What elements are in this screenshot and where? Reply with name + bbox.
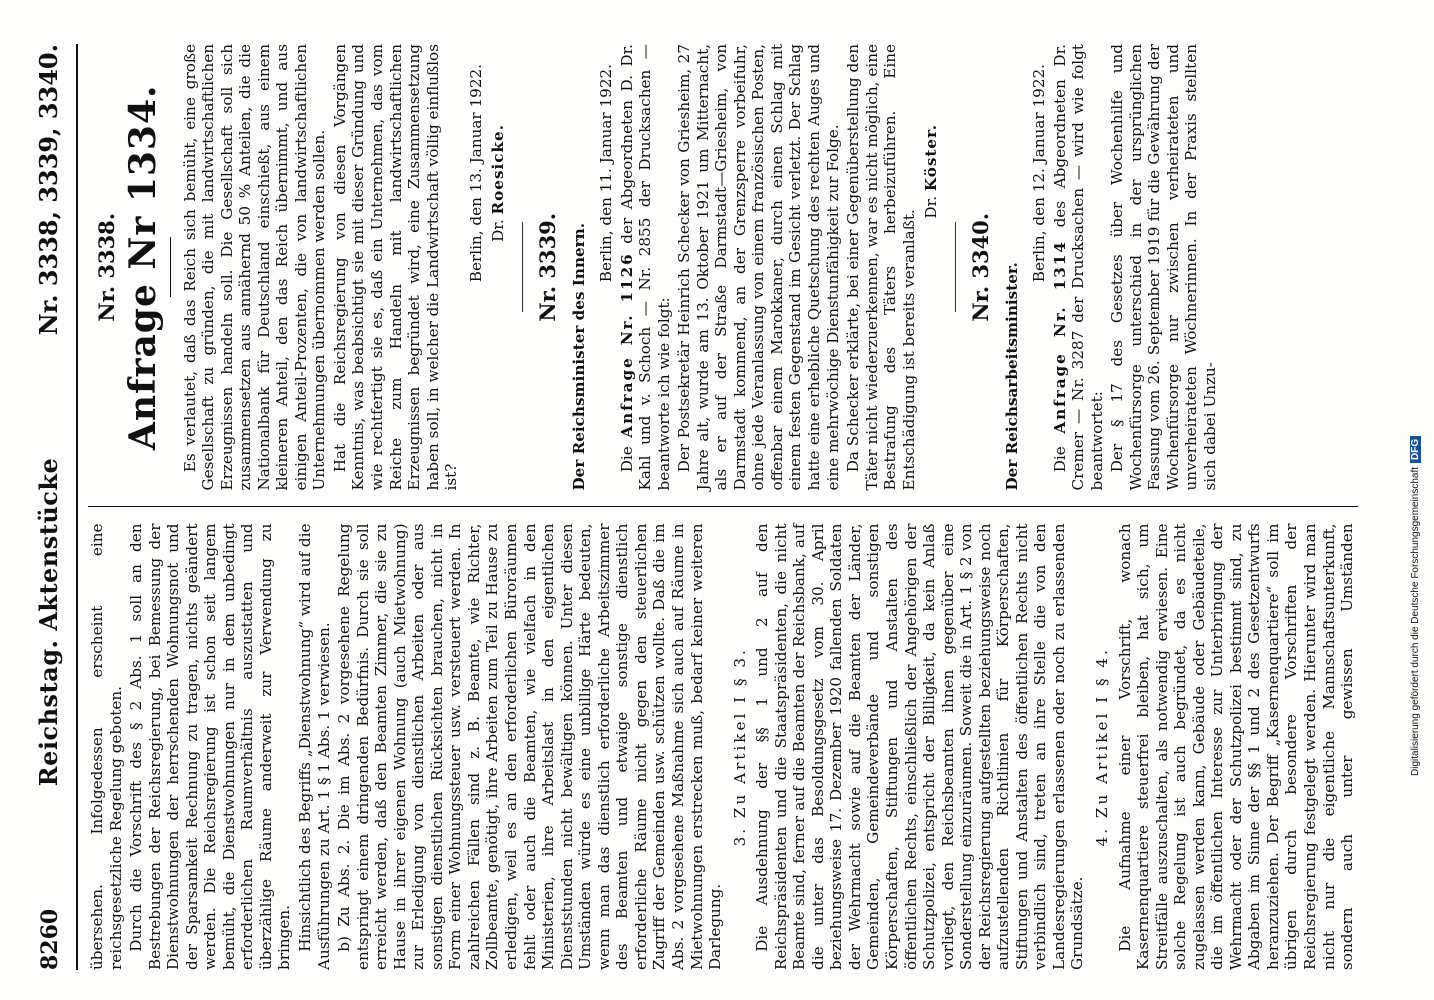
funding-note	[1404, 0, 1434, 1000]
paragraph: Da Schecker erklärte, bei einer Gegenüberstellung den Täter nicht wiederzuerkennen, war es nicht möglich, eine Bestrafung des Täters herbeizuführen. Eine Entschädigung ist bereits veranlaßt.	[844, 44, 918, 491]
anfrage-reference: Anfrage Nr. 1314	[1050, 240, 1069, 434]
paragraph: Der § 17 des Gesetzes über Wochenhilfe und Wochenfürsorge unterschied in der ursprünglichen Fassung vom 26. September 1919 für die Gewährung der Wochenfürsorge nur zwischen verheirateten und unverheirateten Wöchnerinnen. In der Praxis stellten sich dabei Unzu-	[1108, 44, 1219, 491]
paragraph	[618, 44, 674, 491]
paragraph: b) Zu Abs. 2. Die im Abs. 2 vorgesehene Regelung entspringt einem dringenden Bedürfnis. Durch sie soll erreicht werden, daß den Beamten Zimmer, die sie zu Hause in ihrer eigenen Wohnung (auch Mietwohnung) zur Erledigung von dienstlichen Arbeiten oder aus sonstigen dienstlichen Rücksichten brauchen, nicht in Form einer Wohnungssteuer usw. versteuert werden. In zahlreichen Fällen sind z. B. Beamte, wie Richter, Zollbeamte, genötigt, ihre Arbeiten zum Teil zu Hause zu erledigen, weil es an den erforderlichen Büroräumen fehlt oder auch die Beamten, wie vielfach in den Ministerien, ihre Arbeitslast in den eigentlichen Dienststunden nicht bewältigen können. Unter diesen Umständen würde es eine unbillige Härte bedeuten, wenn man das dienstlich erforderliche Arbeitszimmer des Beamten und etwaige sonstige dienstlich erforderliche Räume nicht gegen den steuerlichen Zugriff der Gemeinden usw. schützen wollte. Daß die im Abs. 2 vorgesehene Maßnahme sich auch auf Räume in Mietwohnungen erstrecken muß, bedarf keiner weiteren Darlegung.	[335, 523, 725, 970]
text-fragment: des Abgeordneten Dr. Cremer — Nr. 3287 der Drucksachen — wird wie folgt beantwortet:	[1050, 44, 1106, 491]
section-heading: 3. Zu Artikel I § 3.	[730, 647, 749, 847]
document-number: Nr. 3340.	[967, 212, 993, 322]
header-numbers: Nr. 3338, 3339, 3340.	[34, 44, 63, 336]
dfg-logo: DFG	[1410, 436, 1421, 463]
signature	[922, 44, 941, 491]
document-number: Nr. 3339.	[534, 212, 560, 322]
signature-name: Köster.	[922, 124, 941, 192]
anfrage-reference: Anfrage Nr. 1126	[617, 252, 636, 438]
document-number: Nr. 3338.	[94, 212, 119, 322]
signature	[489, 44, 508, 491]
signature-name: Roesicke.	[489, 124, 508, 215]
paragraph: Die Ausdehnung der §§ 1 und 2 auf den Reichspräsidenten und die Staatspräsidenten, die nicht Beamte sind, ferner auf die Beamten der Reichsbank, auf die unter das Besoldungsgesetz vom 30. April beziehungsweise 17. Dezember 1920 fallenden Soldaten der Wehrmacht sowie auf die Beamten der Länder, Gemeinden, Gemeindeverbände und sonstigen Körperschaften, Stiftungen und Anstalten des öffentlichen Rechts, einschließlich der Angehörigen der Schutzpolizei, entspricht der Billigkeit, da kein Anlaß vorliegt, den Reichsbeamten ihnen gegenüber eine Sonderstellung einzuräumen. Soweit die in Art. 1 § 2 von der Reichsregierung aufgestellten beziehungsweise noch aufzustellenden Richtlinien für Körperschaften, Stiftungen und Anstalten des öffentlichen Rechts nicht verbindlich sind, treten an ihre Stelle die von den Landesregierungen erlassenen oder noch zu erlassenden Grundsätze.	[753, 523, 1087, 970]
ministry-name: Der Reichsarbeitsminister.	[1003, 262, 1022, 491]
paragraph: Hinsichtlich des Begriffs „Dienstwohnung“ wird auf die Ausführungen zu Art. 1 § 1 Abs. 1 verwiesen.	[296, 523, 333, 970]
funding-text-line	[1410, 0, 1421, 776]
paragraph: Der Postsekretär Heinrich Schecker von Griesheim, 27 Jahre alt, wurde am 13. Oktober 1921 um Mitternacht, als er auf der Straße Darmstadt—Griesheim, von Darmstadt kommend, an der Grenzsperre vorbeifuhr, ohne jede Veranlassung von einem französischen Posten, offenbar einem Marokkaner, durch einen Schlag mit einem festen Gegenstand im Gesicht verletzt. Der Schlag hatte eine erhebliche Quetschung des rechten Auges und eine mehrwöchige Dienstunfähigkeit zur Folge.	[675, 44, 842, 491]
date-line: Berlin, den 12. Januar 1922.	[1029, 64, 1048, 283]
anfrage-title: Anfrage Nr 1334.	[121, 84, 164, 451]
funding-text: Digitalisierung gefördert durch die Deutsche Forschungsgemeinschaft	[1410, 466, 1421, 776]
ministry-name: Der Reichsminister des Innern.	[570, 223, 589, 491]
text-fragment: Die	[617, 446, 636, 473]
text-fragment: Die	[1050, 446, 1069, 473]
section-heading: 4. Zu Artikel I § 4.	[1092, 647, 1111, 847]
header-title: Reichstag. Aktenstücke	[34, 457, 63, 787]
signature-prefix: Dr.	[922, 195, 941, 219]
text-fragment: der Abgeordneten D. Dr. Kahl und v. Schoch — Nr. 2855 der Drucksachen — beantworte ich wie folgt:	[617, 44, 673, 491]
page-number: 8260	[37, 908, 63, 970]
divider	[170, 237, 171, 297]
date-line: Berlin, den 11. Januar 1922.	[596, 64, 615, 283]
left-column	[88, 508, 1358, 971]
paragraph: übersehen. Infolgedessen erscheint eine reichsgesetzliche Regelung geboten.	[88, 523, 125, 970]
divider	[522, 222, 523, 312]
page-header	[34, 44, 78, 970]
divider	[955, 222, 956, 312]
signature-prefix: Dr.	[489, 219, 508, 242]
paragraph: Durch die Vorschrift des § 2 Abs. 1 soll an den Bestrebungen der Reichsregierung, bei Bemessung der Dienstwohnungen der herrschenden Wohnungsnot und der Sparsamkeit Rechnung zu tragen, nichts geändert werden. Die Reichsregierung ist schon seit langem bemüht, die Dienstwohnungen nur in dem unbedingt erforderlichen Raumverhältnis auszustatten und überzählige Räume anderweit zur Verwendung zu bringen.	[127, 523, 294, 970]
date-line: Berlin, den 13. Januar 1922.	[466, 64, 485, 283]
paragraph: Hat die Reichsregierung von diesen Vorgängen Kenntnis, was beabsichtigt sie mit dieser Gründung und wie rechtfertigt sie es, daß ein Unternehmen, das vom Reiche zum Handeln mit landwirtschaftlichen Erzeugnissen begründet wird, eine Zusammensetzung haben soll, in welcher die Landwirtschaft völlig einflußlos ist?	[330, 44, 461, 491]
paragraph: Die Aufnahme einer Vorschrift, wonach Kasernenquartiere steuerfrei bleiben, hat sich, um Streitfälle auszuschalten, als notwendig erwiesen. Eine solche Regelung ist auch begründet, da es nicht zugelassen werden kann, Gebäude oder Gebäudeteile, die im öffentlichen Interesse zur Unterbringung der Wehrmacht oder der Schutzpolizei bestimmt sind, zu Abgaben im Sinne der §§ 1 und 2 des Gesetzentwurfs heranzuziehen. Der Begriff „Kasernenquartiere“ soll im übrigen durch besondere Vorschriften der Reichsregierung festgelegt werden. Hierunter wird man nicht nur die eigentliche Mannschaftsunterkunft, sondern auch unter gewissen Umständen	[1115, 523, 1357, 970]
paragraph	[1051, 44, 1107, 491]
columns	[88, 44, 1358, 970]
right-column	[88, 44, 1358, 508]
paragraph: Es verlautet, daß das Reich sich bemüht, eine große Gesellschaft zu gründen, die mit landwirtschaftlichen Erzeugnissen handeln soll. Die Gesellschaft soll sich zusammensetzen aus annähernd 50 % Anteilen, die die Nationalbank für Deutschland einschießt, aus einem kleineren Anteil, den das Reich übernimmt, und aus einigen Anteil-Prozenten, die von landwirtschaftlichen Unternehmungen übernommen werden sollen.	[180, 44, 329, 491]
